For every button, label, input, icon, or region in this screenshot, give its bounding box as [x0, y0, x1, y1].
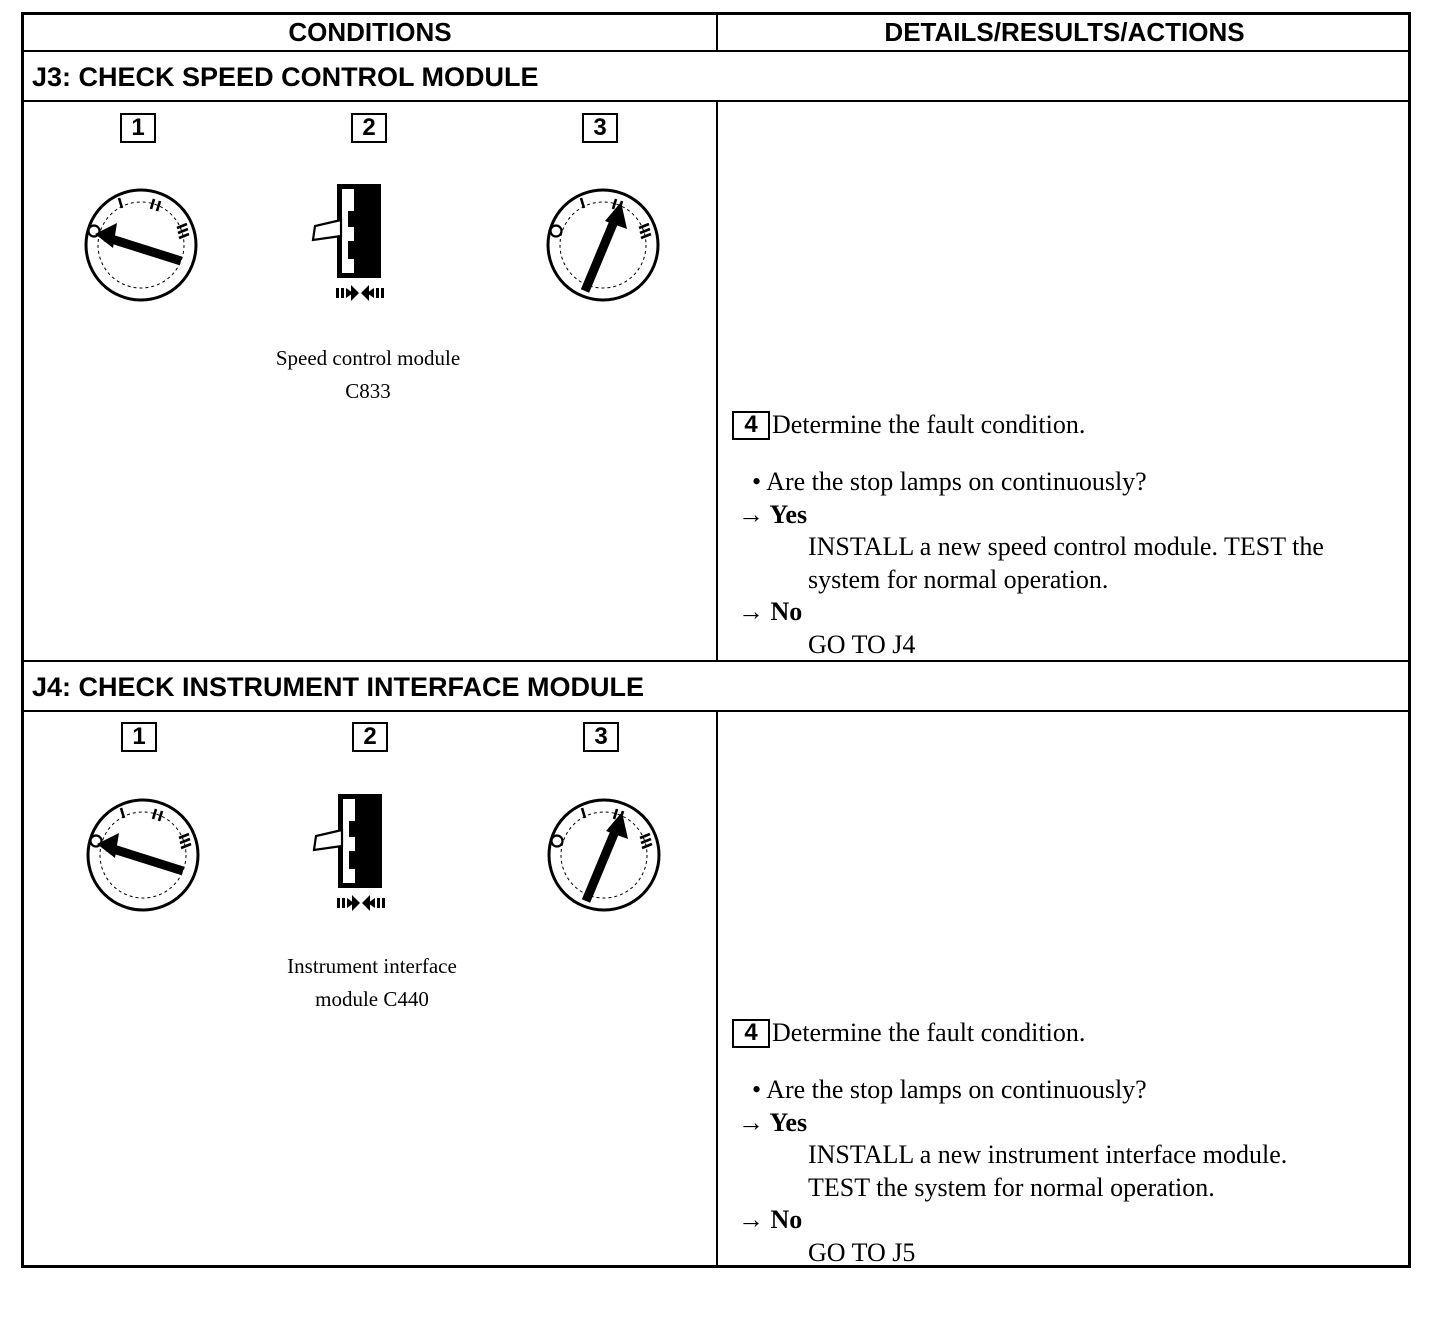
module-caption [212, 950, 532, 1016]
section-j4-conditions [24, 712, 718, 1268]
ignition-switch-run-icon [543, 185, 663, 305]
connector-disconnect-icon [310, 792, 410, 914]
section-j4-details [720, 712, 1410, 1268]
step-2-box: 2 [351, 113, 387, 143]
yes-label: → Yes [738, 499, 808, 529]
connector-disconnect-icon [309, 182, 409, 304]
no-label: → No [738, 1205, 803, 1234]
section-j3-conditions [24, 102, 718, 660]
step-4 [732, 1018, 1085, 1048]
ignition-switch-off-icon [83, 795, 203, 915]
module-caption-line2: C833 [345, 379, 391, 403]
no-action: GO TO J4 [808, 629, 916, 659]
fault-question-block [738, 466, 1324, 661]
ignition-switch-off-icon [81, 185, 201, 305]
module-caption [208, 342, 528, 408]
step-4-text: Determine the fault condition. [772, 1018, 1086, 1047]
step-4 [732, 410, 1085, 440]
yes-label: → Yes [738, 1107, 808, 1137]
yes-action-line2: system for normal operation. [808, 564, 1109, 594]
ignition-switch-run-icon [544, 795, 664, 915]
module-caption-line1: Instrument interface [287, 954, 457, 978]
question-text: • Are the stop lamps on continuously? [752, 1075, 1147, 1104]
section-j3-details [720, 102, 1410, 660]
conditions-header: CONDITIONS [24, 15, 718, 52]
question-text: • Are the stop lamps on continuously? [752, 467, 1147, 496]
module-caption-line2: module C440 [315, 987, 429, 1011]
step-3-box: 3 [583, 722, 619, 752]
step-1-box: 1 [120, 113, 156, 143]
diagnostic-table [21, 12, 1411, 1268]
step-3-box: 3 [582, 113, 618, 143]
step-1-box: 1 [121, 722, 157, 752]
step-4-box: 4 [732, 411, 770, 440]
step-4-text: Determine the fault condition. [772, 410, 1086, 439]
yes-action-line1: INSTALL a new instrument interface module. [808, 1140, 1288, 1169]
fault-question-block [738, 1074, 1288, 1269]
no-action: GO TO J5 [808, 1237, 916, 1267]
details-header: DETAILS/RESULTS/ACTIONS [718, 15, 1411, 52]
step-4-box: 4 [732, 1019, 770, 1048]
no-label: → No [738, 597, 803, 626]
section-j3-title: J3: CHECK SPEED CONTROL MODULE [24, 52, 1411, 102]
step-2-box: 2 [352, 722, 388, 752]
section-j4-title: J4: CHECK INSTRUMENT INTERFACE MODULE [24, 662, 1411, 712]
yes-action-line1: INSTALL a new speed control module. TEST the [808, 532, 1324, 561]
yes-action-line2: TEST the system for normal operation. [808, 1172, 1215, 1202]
module-caption-line1: Speed control module [275, 346, 461, 370]
